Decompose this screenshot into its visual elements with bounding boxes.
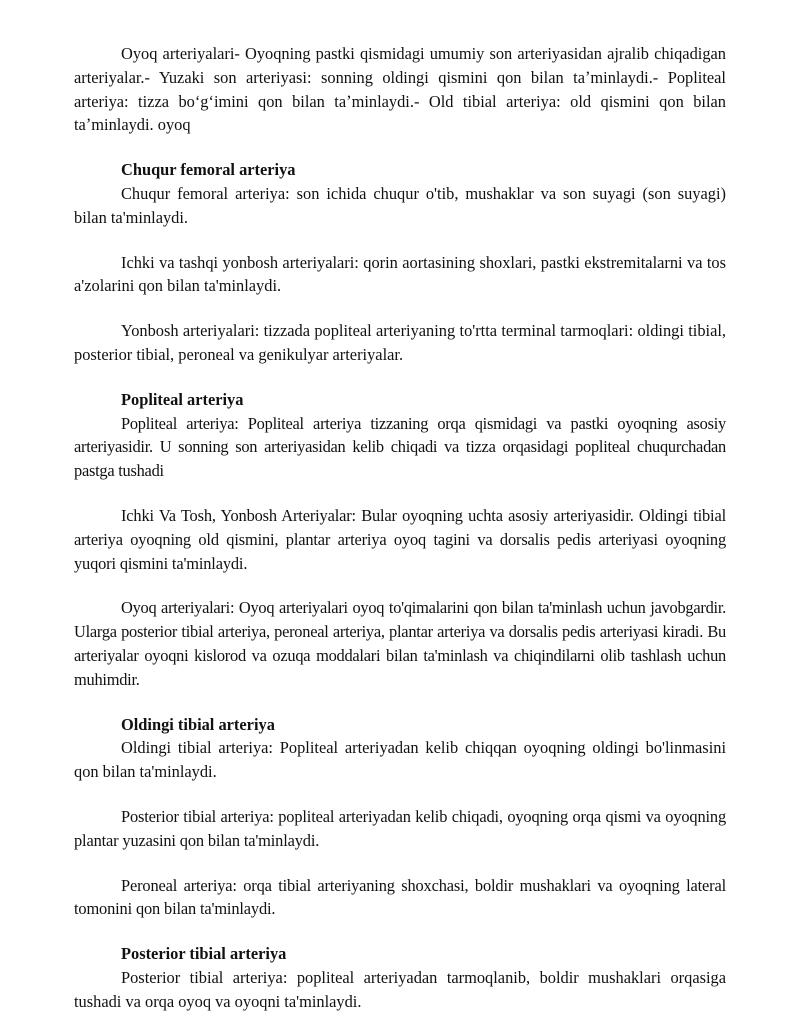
heading-chuqur-femoral-arteriya: Chuqur femoral arteriya	[121, 160, 296, 180]
paragraph-popliteal-arteriya: Popliteal arteriya: Popliteal arteriya tizzaning orqa qismidagi va pastki oyoqning asosiy arteriyasidir. U sonning son arteriyasidan kelib chiqadi va tizza orqasidagi popliteal chuqurchadan pastga tushadi	[74, 413, 726, 481]
heading-oldingi-tibial-arteriya: Oldingi tibial arteriya	[121, 714, 275, 734]
heading-popliteal-arteriya: Popliteal arteriya	[121, 389, 244, 409]
document-page	[74, 42, 726, 1014]
paragraph-oyoq-arteriyalari: Oyoq arteriyalari: Oyoq arteriyalari oyoq to'qimalarini qon bilan ta'minlash uchun javobgardir. Ularga posterior tibial arteriya, peroneal arteriya, plantar arteriya va dorsalis pedis arteriyasi kiradi. Bu arteriyalar oyoqni kislorod va ozuqa moddalari bilan ta'minlash va chiqindilarni olib tashlash uchun muhimdir.	[74, 598, 726, 689]
paragraph-yonbosh-arteriyalari: Yonbosh arteriyalari: tizzada popliteal arteriyaning to'rtta terminal tarmoqlari: oldingi tibial, posterior tibial, peroneal va genikulyar arteriyalar.	[74, 321, 726, 364]
paragraph-chuqur-femoral-arteriya: Chuqur femoral arteriya: son ichida chuqur o'tib, mushaklar va son suyagi (son suyagi) bilan ta'minlaydi.	[74, 183, 726, 227]
paragraph-oyoq-arteriyalari-intro: Oyoq arteriyalari- Oyoqning pastki qismidagi umumiy son arteriyasidan ajralib chiqadigan arteriyalar.- Yuzaki son arteriyasi: sonning oldingi qismini qon bilan taʼminlaydi.- Popliteal arteriya: tizza boʻgʻimini qon bilan taʼminlaydi.- Old tibial arteriya: old qismini qon bilan taʼminlaydi. oyoq	[74, 44, 726, 135]
paragraph-posterior-tibial-arteriya: Posterior tibial arteriya: popliteal arteriyadan tarmoqlanib, boldir mushaklari orqasiga tushadi va orqa oyoq va oyoqni ta'minlaydi.	[74, 967, 726, 1011]
paragraph-peroneal-arteriya: Peroneal arteriya: orqa tibial arteriyaning shoxchasi, boldir mushaklari va oyoqning lateral tomonini qon bilan ta'minlaydi.	[74, 875, 726, 919]
paragraph-oldingi-tibial-arteriya: Oldingi tibial arteriya: Popliteal arteriyadan kelib chiqqan oyoqning oldingi bo'linmasini qon bilan ta'minlaydi.	[74, 738, 726, 782]
paragraph-ichki-tashqi-yonbosh: Ichki va tashqi yonbosh arteriyalari: qorin aortasining shoxlari, pastki ekstremitalarni va tos a'zolarini qon bilan ta'minlaydi.	[74, 252, 726, 296]
heading-posterior-tibial-arteriya: Posterior tibial arteriya	[121, 944, 287, 964]
paragraph-posterior-tibial-description: Posterior tibial arteriya: popliteal arteriyadan kelib chiqadi, oyoqning orqa qismi va oyoqning plantar yuzasini qon bilan ta'minlaydi.	[74, 806, 726, 850]
paragraph-ichki-va-tosh: Ichki Va Tosh, Yonbosh Arteriyalar: Bular oyoqning uchta asosiy arteriyasidir. Oldingi tibial arteriya oyoqning old qismini, plantar arteriya oyoq tagini va dorsalis pedis arteriyasi oyoqning yuqori qismini ta'minlaydi.	[74, 505, 726, 573]
